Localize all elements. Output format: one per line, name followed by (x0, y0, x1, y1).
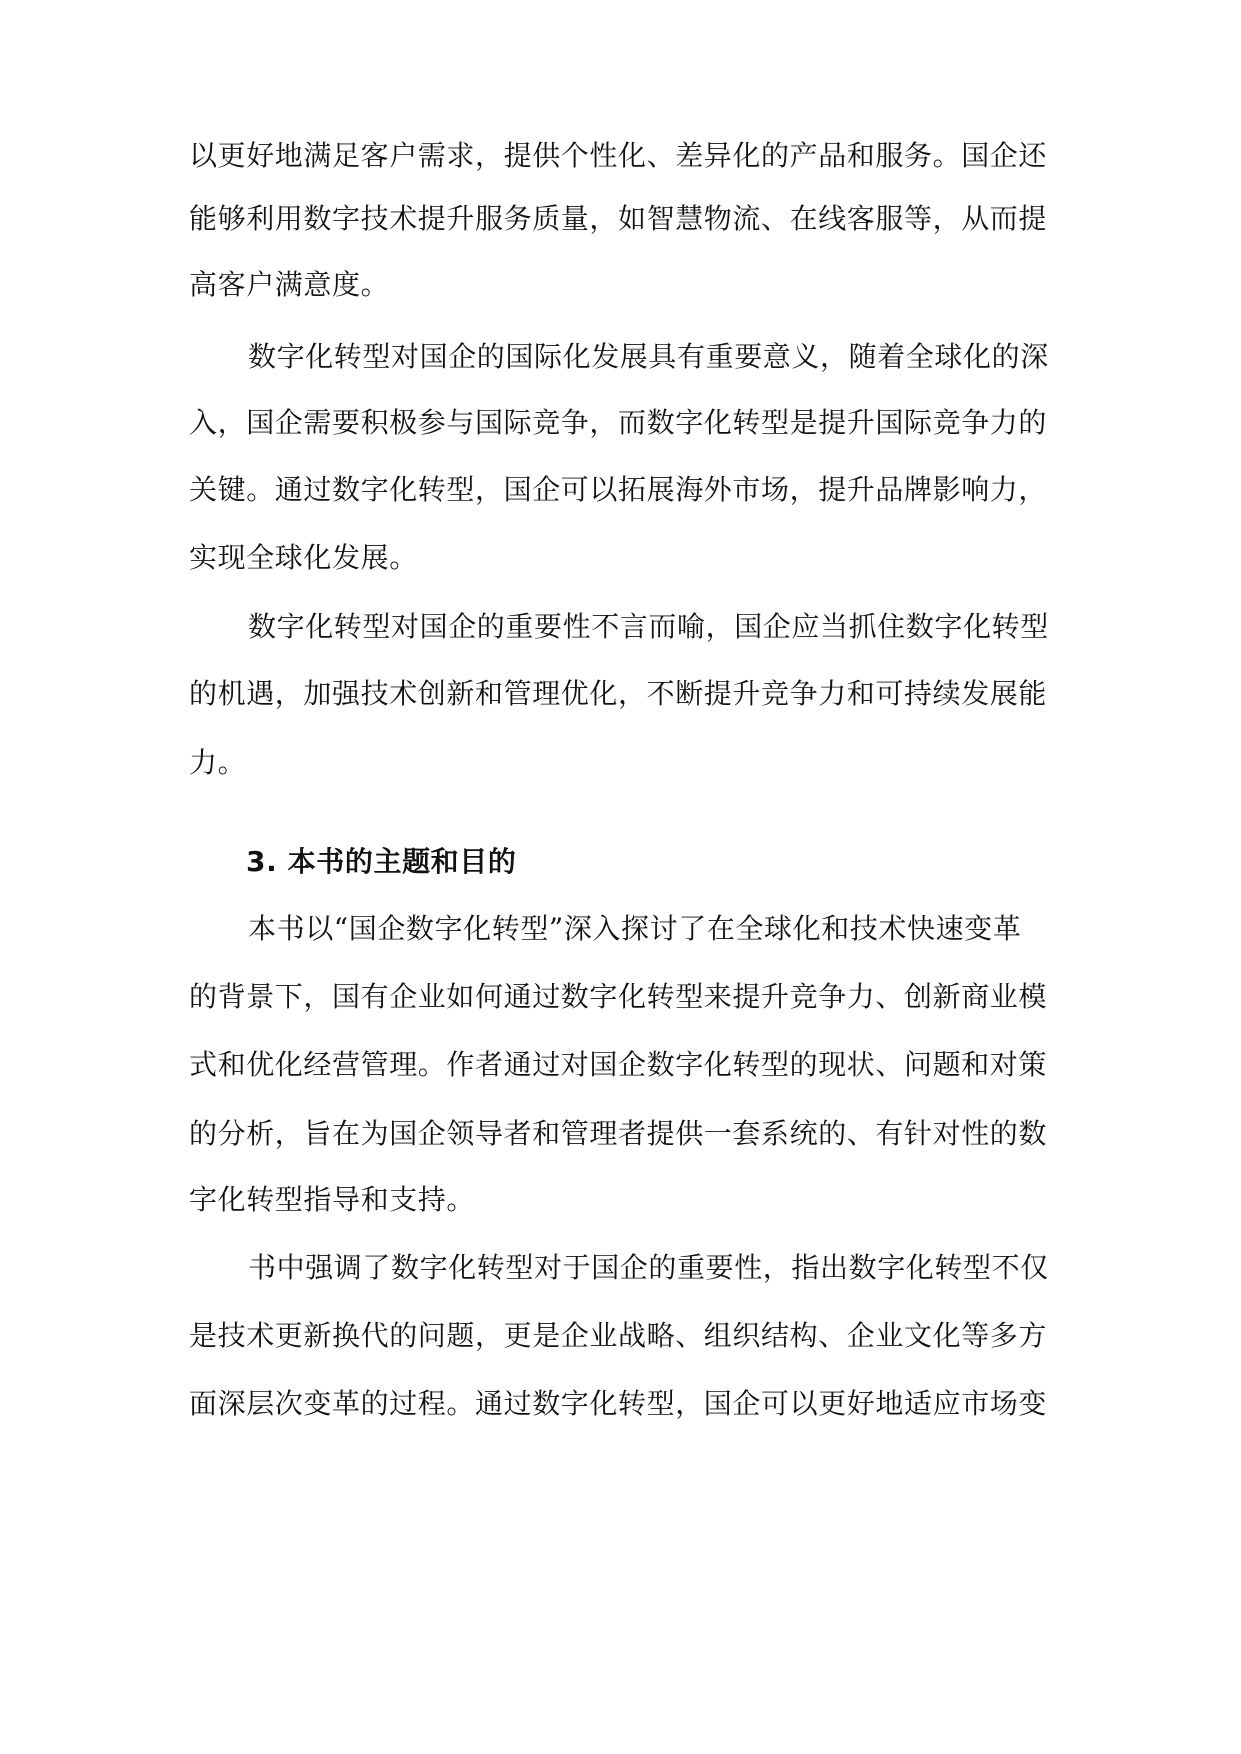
paragraph-4-line-3: 式和优化经营管理。作者通过对国企数字化转型的现状、问题和对策 (189, 1048, 1048, 1081)
paragraph-4-line-1: 本书以“国企数字化转型”深入探讨了在全球化和技术快速变革 (248, 912, 1022, 945)
paragraph-3-line-1: 数字化转型对国企的重要性不言而喻，国企应当抓住数字化转型 (248, 610, 1049, 643)
paragraph-4-line-4: 的分析，旨在为国企领导者和管理者提供一套系统的、有针对性的数 (189, 1117, 1048, 1150)
paragraph-4-line-5: 字化转型指导和支持。 (189, 1183, 476, 1216)
paragraph-3-line-2: 的机遇，加强技术创新和管理优化，不断提升竞争力和可持续发展能 (189, 677, 1048, 710)
paragraph-5-line-1: 书中强调了数字化转型对于国企的重要性，指出数字化转型不仅 (248, 1251, 1049, 1284)
paragraph-4-line-2: 的背景下，国有企业如何通过数字化转型来提升竞争力、创新商业模 (189, 980, 1048, 1013)
paragraph-1-line-2: 能够利用数字技术提升服务质量，如智慧物流、在线客服等，从而提 (189, 202, 1048, 235)
paragraph-2-line-2: 入，国企需要积极参与国际竞争，而数字化转型是提升国际竞争力的 (189, 406, 1048, 439)
paragraph-5-line-2: 是技术更新换代的问题，更是企业战略、组织结构、企业文化等多方 (189, 1319, 1048, 1352)
paragraph-5-line-3: 面深层次变革的过程。通过数字化转型，国企可以更好地适应市场变 (189, 1387, 1048, 1420)
paragraph-1-line-3: 高客户满意度。 (189, 268, 390, 301)
section-heading: 3. 本书的主题和目的 (246, 845, 517, 878)
paragraph-2-line-4: 实现全球化发展。 (189, 541, 418, 574)
paragraph-2-line-1: 数字化转型对国企的国际化发展具有重要意义，随着全球化的深 (248, 340, 1049, 373)
paragraph-3-line-3: 力。 (189, 746, 247, 779)
paragraph-2-line-3: 关键。通过数字化转型，国企可以拓展海外市场，提升品牌影响力， (189, 473, 1048, 506)
paragraph-1-line-1: 以更好地满足客户需求，提供个性化、差异化的产品和服务。国企还 (189, 139, 1048, 172)
